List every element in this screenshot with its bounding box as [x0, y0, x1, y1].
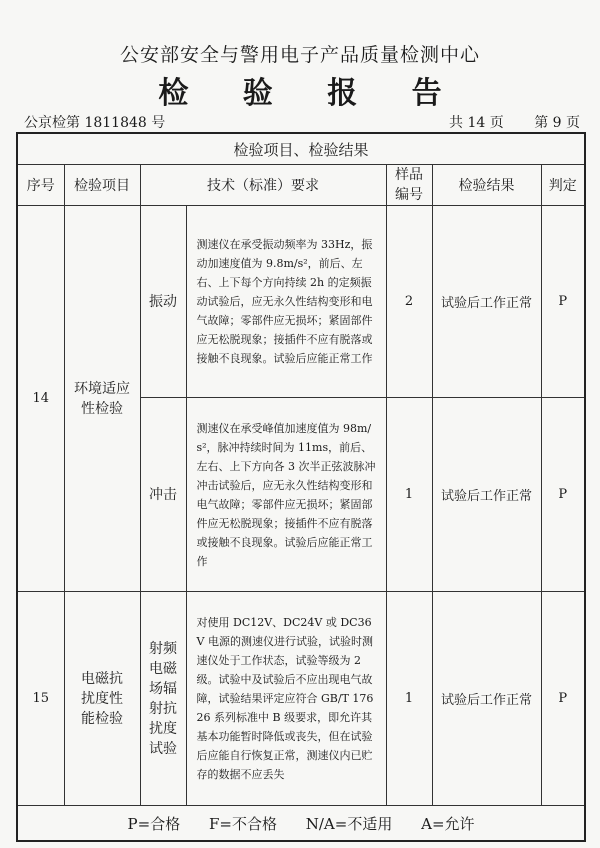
verdict-legend: [17, 806, 585, 842]
row-number: 15: [17, 592, 64, 806]
inspection-table: [16, 132, 586, 842]
subitem-name: 冲击: [140, 398, 186, 592]
subitem-requirement: 测速仪在承受峰值加速度值为 98m/s²，脉冲持续时间为 11ms，前后、左右、上下方向各 3 次半正弦波脉冲冲击试验后，应无永久性结构变形和电气故障；零部件应无损坏；紧固部件应无松脱现象；接插件不应有脱落或接触不良现象。试验后应能正常工作: [186, 398, 386, 592]
row-item: 电磁抗扰度性能检验: [64, 592, 140, 806]
table-row: [17, 206, 585, 398]
current-page: 第 9 页: [534, 115, 580, 131]
table-row: [17, 592, 585, 806]
row-number: 14: [17, 206, 64, 592]
subitem-requirement: 对使用 DC12V、DC24V 或 DC36V 电源的测速仪进行试验，试验时测速仪处于工作状态，试验等级为 2 级。试验中及试验后不应出现电气故障，试验结果评定应符合 GB/T 17626 系列标准中 B 级要求，即允许其基本功能暂时降低或丧失，但在试验后应能自行恢复正常，测速仪内已贮存的数据不应丢失: [186, 592, 386, 806]
sample-number: 1: [386, 592, 432, 806]
col-header-item: 检验项目: [64, 165, 140, 206]
row-item: 环境适应性检验: [64, 206, 140, 592]
verdict: P: [541, 398, 585, 592]
subitem-name: 振动: [140, 206, 186, 398]
report-title: 检 验 报 告: [158, 76, 464, 111]
legend-pass: P=合格: [127, 814, 181, 833]
report-meta: [24, 112, 580, 132]
col-header-sample-no: 样品编号: [386, 165, 432, 206]
legend-fail: F=不合格: [208, 814, 277, 833]
test-result: 试验后工作正常: [432, 592, 541, 806]
test-result: 试验后工作正常: [432, 206, 541, 398]
header-row: [17, 165, 585, 206]
organization-name: 公安部安全与警用电子产品质量检测中心: [119, 44, 480, 66]
legend-not-applicable: N/A=不适用: [305, 814, 393, 833]
subitem-name: 射频电磁场辐射抗扰度试验: [140, 592, 186, 806]
test-result: 试验后工作正常: [432, 398, 541, 592]
report-number: 公京检第 1811848 号: [24, 115, 166, 131]
col-header-no: 序号: [17, 165, 64, 206]
page-info: [443, 112, 580, 132]
section-title: 检验项目、检验结果: [17, 133, 585, 165]
total-pages: 共 14 页: [449, 115, 504, 131]
subitem-requirement: 测速仪在承受振动频率为 33Hz，振动加速度值为 9.8m/s²，前后、左右、上下每个方向持续 2h 的定频振动试验后，应无永久性结构变形和电气故障；零部件应无损坏；紧固部件应无松脱现象；接插件不应有脱落或接触不良现象。试验后应能正常工作: [186, 206, 386, 398]
col-header-result: 检验结果: [432, 165, 541, 206]
verdict: P: [541, 592, 585, 806]
sample-number: 2: [386, 206, 432, 398]
verdict: P: [541, 206, 585, 398]
sample-number: 1: [386, 398, 432, 592]
legend-allowed: A=允许: [421, 814, 475, 833]
col-header-verdict: 判定: [541, 165, 585, 206]
col-header-requirement: 技术（标准）要求: [140, 165, 386, 206]
